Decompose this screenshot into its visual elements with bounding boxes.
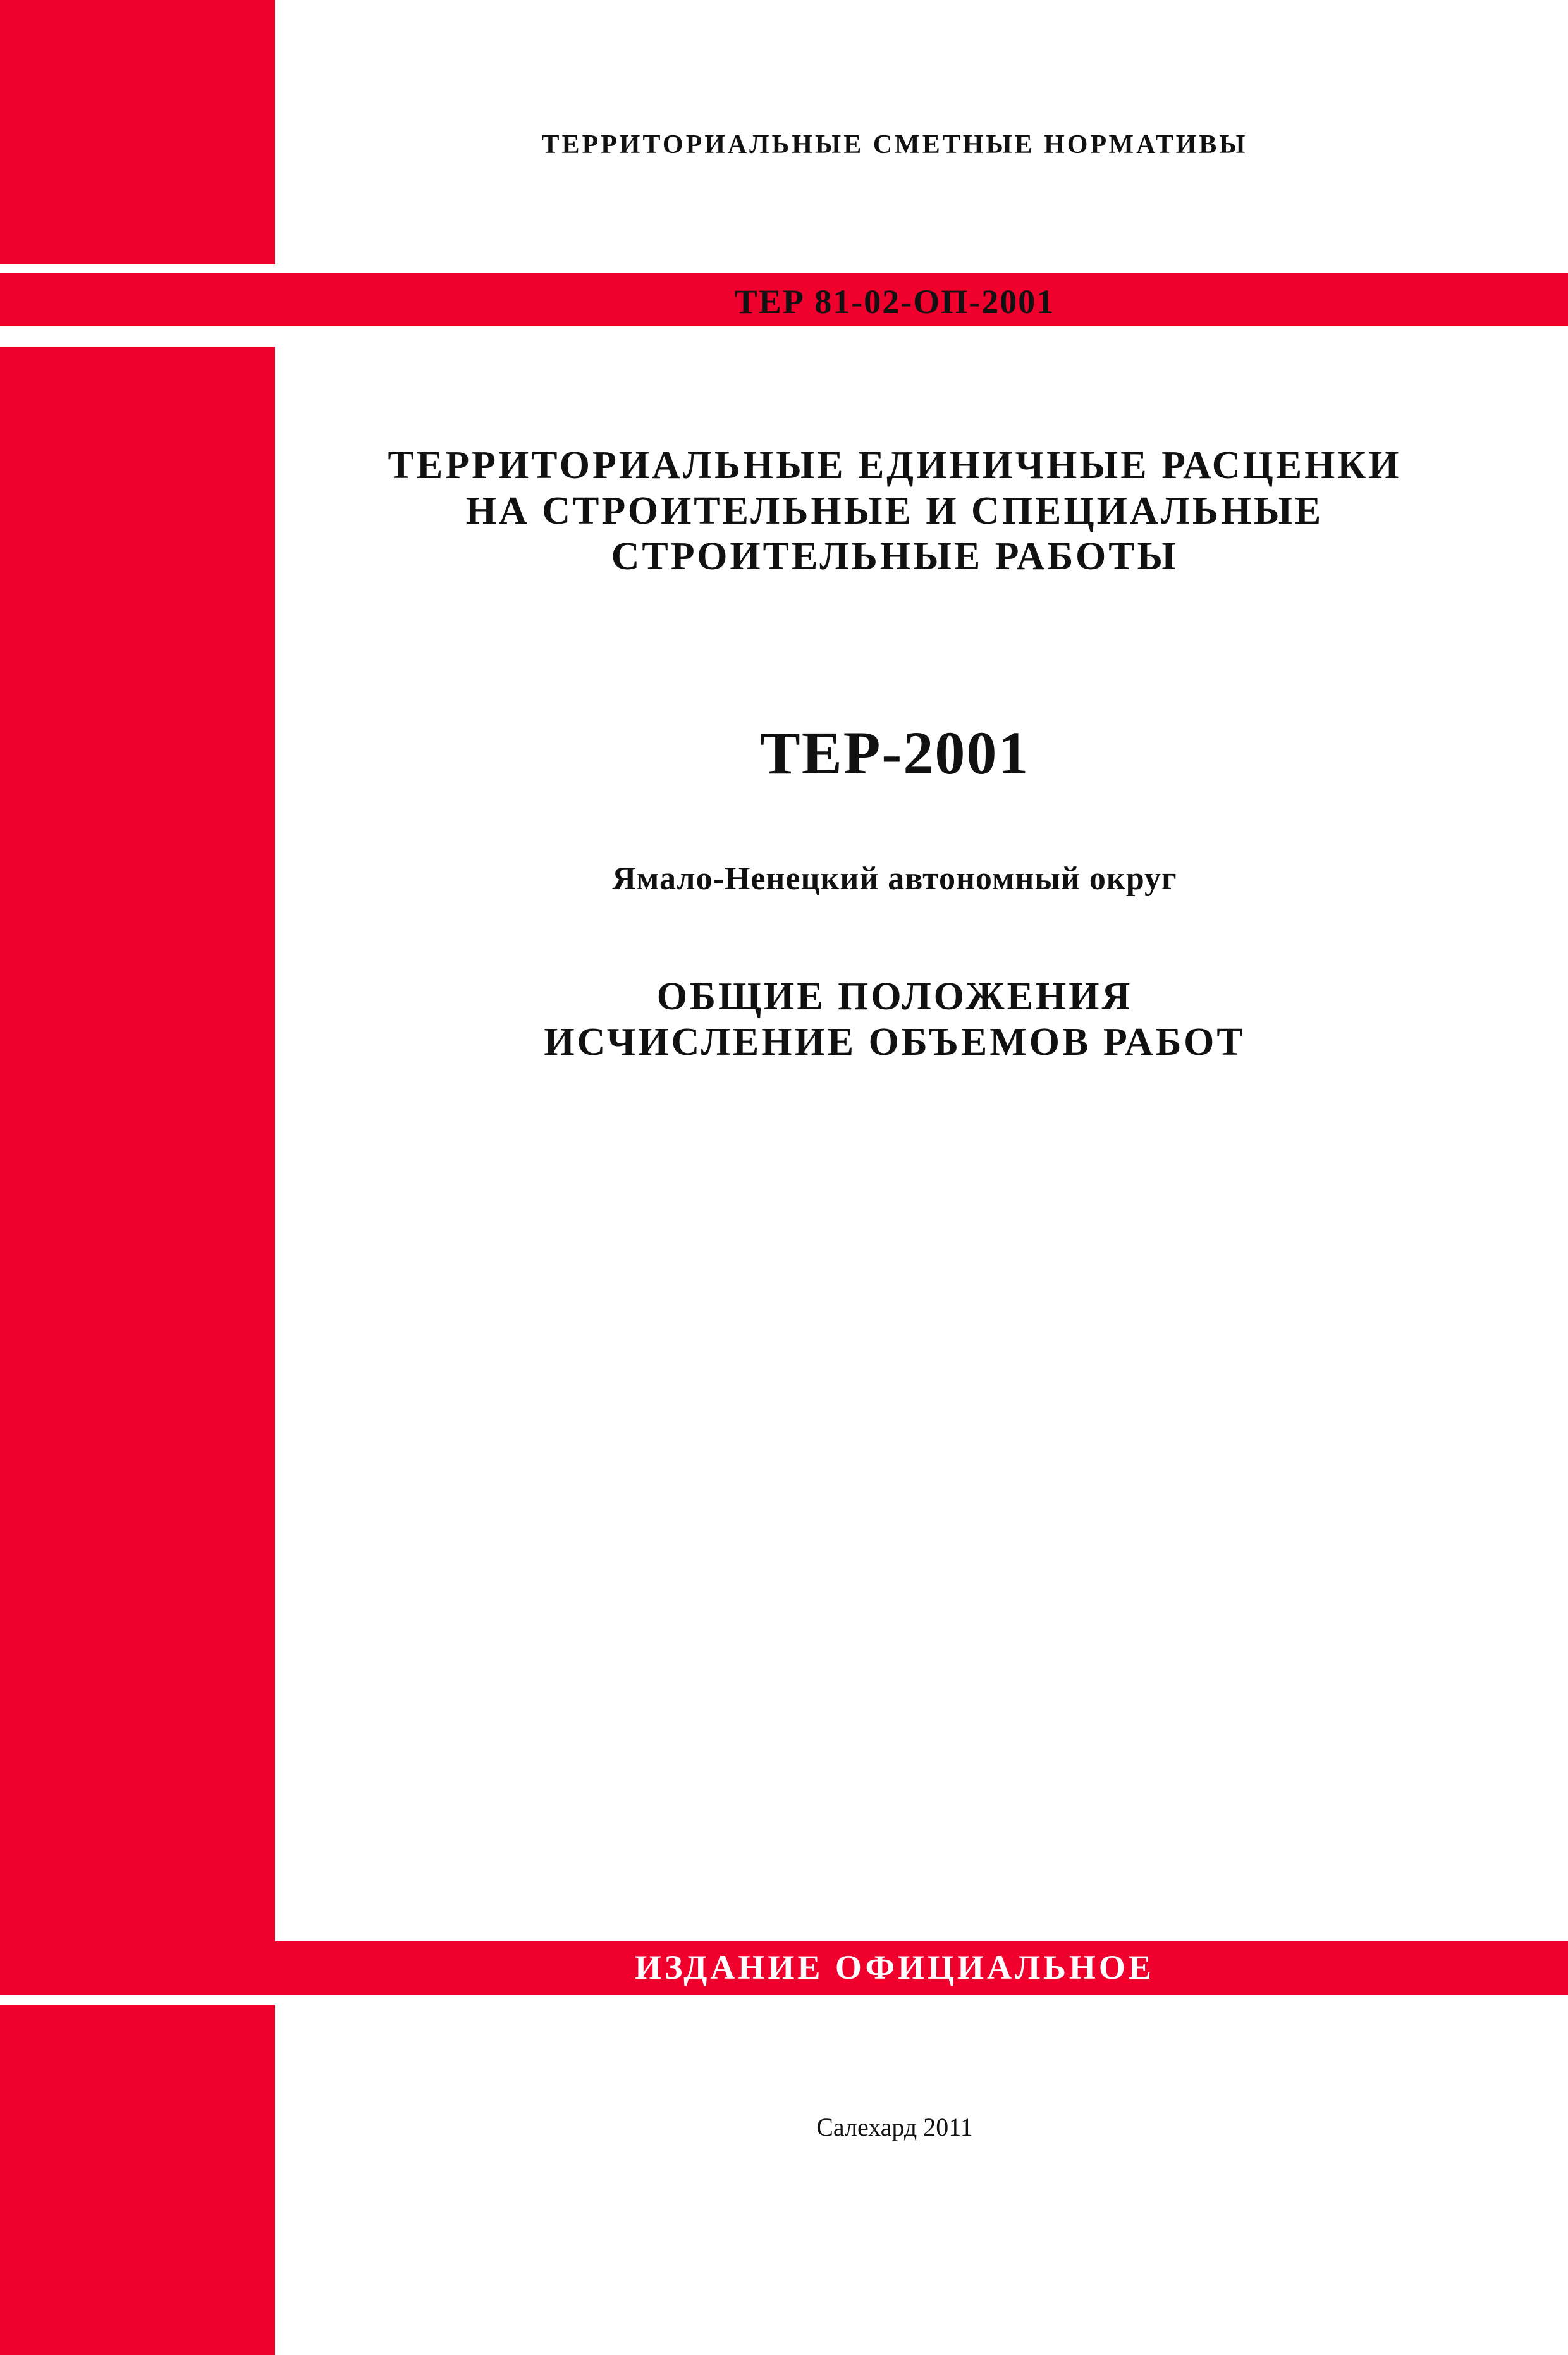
main-title-line: СТРОИТЕЛЬНЫЕ РАБОТЫ — [611, 535, 1179, 578]
section-title-line: ИСЧИСЛЕНИЕ ОБЪЕМОВ РАБОТ — [544, 1021, 1246, 1064]
left-red-band-bottom — [0, 2005, 275, 2218]
section-title-line: ОБЩИЕ ПОЛОЖЕНИЯ — [656, 975, 1133, 1018]
section-title — [275, 974, 1514, 1065]
band-gap-upper — [0, 326, 275, 347]
short-code: ТЕР-2001 — [759, 719, 1030, 787]
main-title — [275, 443, 1514, 579]
document-code: ТЕР 81-02-ОП-2001 — [734, 283, 1055, 321]
place-year: Салехард 2011 — [816, 2113, 973, 2141]
region-name: Ямало-Ненецкий автономный округ — [612, 861, 1177, 897]
main-title-line: ТЕРРИТОРИАЛЬНЫЕ ЕДИНИЧНЫЕ РАСЦЕНКИ — [388, 444, 1402, 487]
series-title: ТЕРРИТОРИАЛЬНЫЕ СМЕТНЫЕ НОРМАТИВЫ — [541, 130, 1248, 159]
left-red-band-top — [0, 0, 275, 264]
main-title-line: НА СТРОИТЕЛЬНЫЕ И СПЕЦИАЛЬНЫЕ — [465, 489, 1324, 532]
edition-label: ИЗДАНИЕ ОФИЦИАЛЬНОЕ — [635, 1948, 1155, 1986]
band-gap-lower — [0, 1995, 275, 2005]
band-gap-top — [0, 264, 275, 273]
